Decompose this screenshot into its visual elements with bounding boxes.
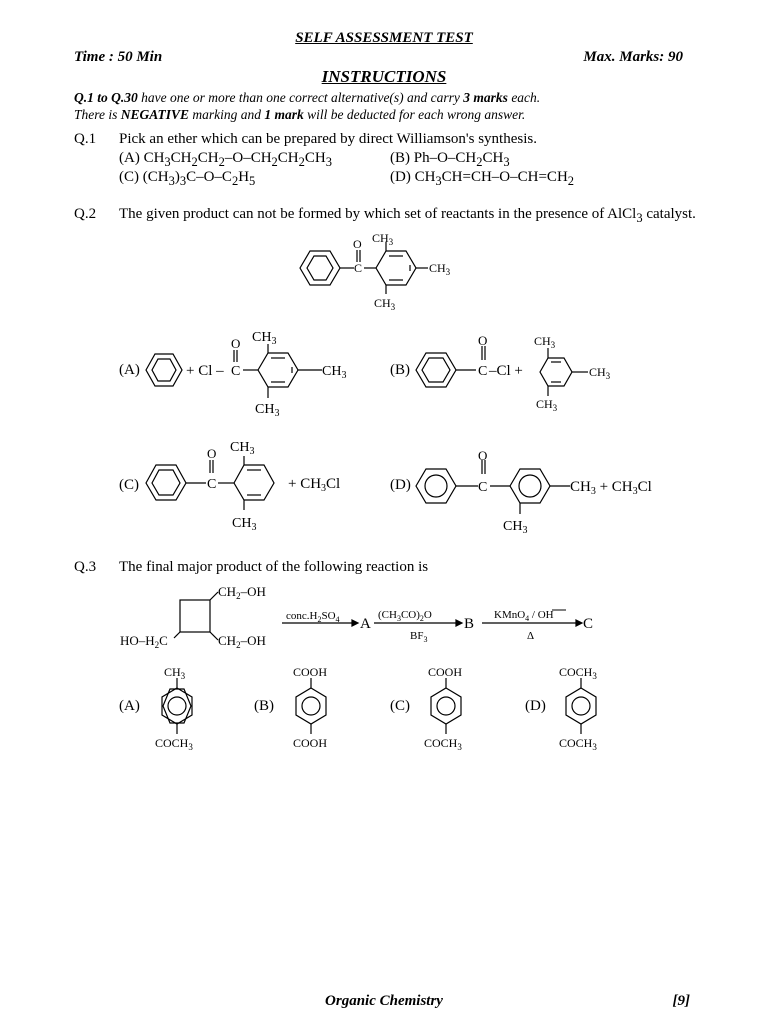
svg-text:CH3: $CH_3$ xyxy=(503,519,528,536)
instructions-title: INSTRUCTIONS xyxy=(321,67,447,86)
q1-option-d: (D) $CH_3CH=CH-O-CH=CH_2$ xyxy=(390,169,575,188)
svg-text:A: A xyxy=(360,616,371,632)
svg-text:CH2–OH: $CH_2-OH$ xyxy=(218,633,266,650)
svg-text:C: C xyxy=(478,364,488,379)
q2-option-c-structure xyxy=(142,436,362,534)
svg-text:O: O xyxy=(231,336,241,351)
instruction-line-1: Q.1 to Q.30 have one or more than one correct alternative(s) and carry 3 marks each. xyxy=(74,90,541,105)
q3-reaction-scheme xyxy=(116,582,616,654)
svg-text:CH3: $CH_3$ xyxy=(322,364,347,381)
q1-option-c: (C) $(CH_3)_3C-O-C_2H_5$ xyxy=(119,169,256,188)
svg-text:COOH: COOH xyxy=(428,665,463,679)
q3-number: Q.3 xyxy=(74,559,97,575)
svg-text:O: O xyxy=(478,448,488,463)
svg-text:(CH3CO)2O: $(CH_3CO)_2O$ xyxy=(378,609,432,623)
svg-text:C: C xyxy=(354,261,363,275)
test-title: SELF ASSESSMENT TEST xyxy=(295,30,473,46)
svg-text:COCH3: $COCH_3$ xyxy=(559,736,597,752)
q2-option-a-structure xyxy=(142,326,362,422)
q1-text: Pick an ether which can be prepared by direct Williamson's synthesis. xyxy=(119,131,537,147)
svg-text:CH3: $CH_3$ xyxy=(252,330,277,347)
svg-text:B: B xyxy=(464,616,475,632)
svg-text:KMnO4 / OH: KMnO$_4$ / OH xyxy=(494,609,554,623)
svg-text:COCH3: $COCH_3$ xyxy=(559,665,597,681)
q3-option-a-structure xyxy=(142,660,222,755)
svg-text:COCH3: $COCH_3$ xyxy=(155,736,193,752)
svg-text:CH3: $CH_3$ xyxy=(374,296,396,312)
footer-page-number: [9] xyxy=(672,993,690,1009)
svg-text:C: C xyxy=(583,616,594,632)
svg-text:HO–H2C: $HO-H_2C$ xyxy=(120,633,168,650)
svg-text:BF3: $BF_3$ xyxy=(410,630,428,644)
svg-text:COOH: COOH xyxy=(293,736,328,750)
q1-number: Q.1 xyxy=(74,131,97,147)
svg-text:+ CH3Cl: + $CH_3Cl$ xyxy=(288,476,341,494)
q3-option-c-structure xyxy=(411,660,491,755)
q3-option-b-structure xyxy=(276,660,356,755)
svg-text:CH3: $CH_3$ xyxy=(255,402,280,419)
svg-text:CH3: $CH_3$ xyxy=(536,397,558,413)
q3-option-a-label: (A) xyxy=(119,698,140,714)
q3-option-d-label: (D) xyxy=(525,698,546,714)
svg-text:COCH3: $COCH_3$ xyxy=(424,736,462,752)
q2-option-a-label: (A) xyxy=(119,362,140,378)
svg-text:C: C xyxy=(231,364,241,379)
q2-option-c-label: (C) xyxy=(119,477,139,493)
svg-text:O: O xyxy=(207,446,217,461)
svg-text:COOH: COOH xyxy=(293,665,328,679)
svg-text:O: O xyxy=(478,333,488,348)
q2-option-d-structure xyxy=(414,448,664,538)
q2-option-d-label: (D) xyxy=(390,477,411,493)
svg-text:CH3: $CH_3$ xyxy=(232,516,257,533)
q3-option-d-structure xyxy=(546,660,626,755)
svg-text:CH3: $CH_3$ xyxy=(230,440,255,457)
svg-text:Δ: Δ xyxy=(527,630,535,642)
svg-text:+ Cl –: + Cl – xyxy=(186,363,224,379)
q1-option-a: (A) $CH_3CH_2CH_2-O-CH_2CH_2CH_3$ xyxy=(119,150,332,169)
q3-option-c-label: (C) xyxy=(390,698,410,714)
q3-text: The final major product of the following reaction is xyxy=(119,559,429,575)
q3-option-b-label: (B) xyxy=(254,698,274,714)
svg-text:CH3: $CH_3$ xyxy=(534,334,556,350)
svg-text:C: C xyxy=(478,480,488,495)
q1-option-b: (B) $Ph-O-CH_2CH_3$ xyxy=(390,150,510,169)
max-marks: Max. Marks: 90 xyxy=(583,49,683,65)
q2-option-b-structure xyxy=(414,332,634,417)
svg-text:CH3 + CH3Cl: $CH_3 + CH_3Cl$ xyxy=(570,479,652,497)
svg-text:–Cl +: –Cl + xyxy=(489,363,523,379)
time-limit: Time : 50 Min xyxy=(74,49,163,65)
svg-text:CH3: $CH_3$ xyxy=(429,261,451,277)
svg-text:conc.H2SO4: $conc.H_2SO_4$ xyxy=(286,610,340,624)
instruction-line-2: There is NEGATIVE marking and 1 mark will be deducted for each wrong answer. xyxy=(74,107,526,122)
svg-text:O: O xyxy=(353,237,362,251)
svg-text:CH3: $CH_3$ xyxy=(164,665,186,681)
svg-text:CH2–OH: $CH_2-OH$ xyxy=(218,584,266,601)
q2-option-b-label: (B) xyxy=(390,362,410,378)
svg-text:CH3: $CH_3$ xyxy=(589,365,611,381)
q2-product-structure xyxy=(290,228,470,318)
svg-text:CH3: $CH_3$ xyxy=(372,231,394,247)
svg-text:C: C xyxy=(207,477,217,492)
q2-text: The given product can not be formed by which set of reactants in the presence of AlCl$_3$ catalyst. xyxy=(119,206,696,225)
footer-subject: Organic Chemistry xyxy=(325,993,443,1009)
q2-number: Q.2 xyxy=(74,206,97,222)
